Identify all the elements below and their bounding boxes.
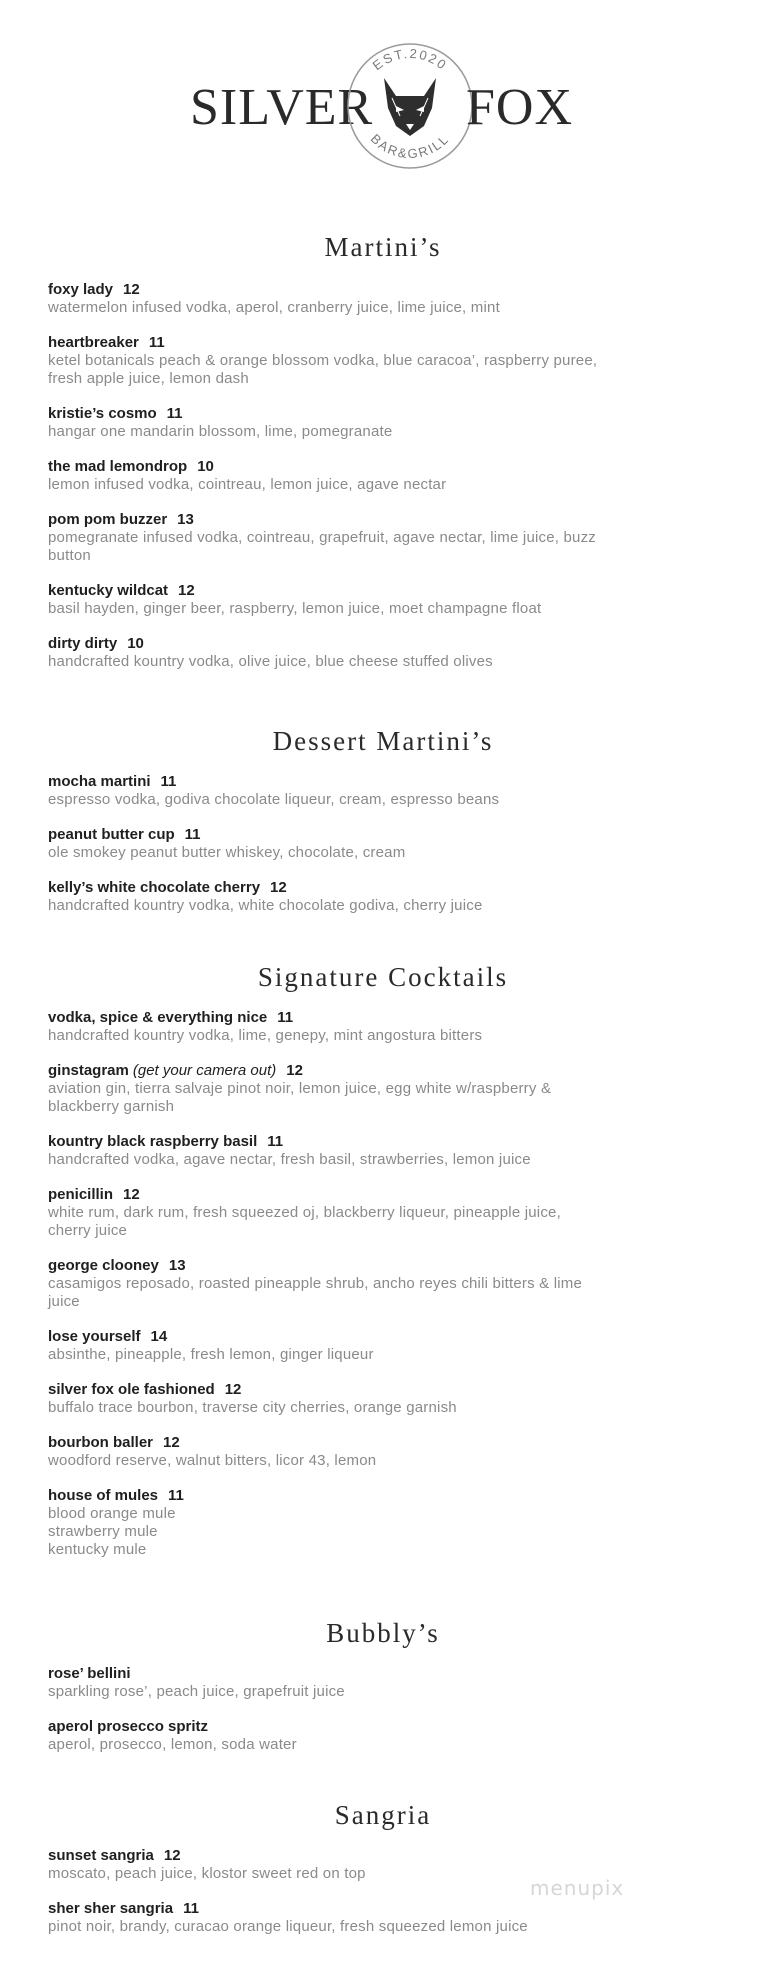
item-desc: blood orange mule: [48, 1505, 176, 1522]
item-price: 12: [286, 1062, 303, 1079]
menu-item: [48, 581, 728, 618]
item-desc: ole smokey peanut butter whiskey, chocolate, cream: [48, 844, 406, 861]
section-martinis: [48, 280, 728, 687]
logo: [0, 36, 766, 186]
item-desc: kentucky mule: [48, 1541, 147, 1558]
item-name: heartbreaker: [48, 334, 139, 351]
item-name: silver fox ole fashioned: [48, 1381, 215, 1398]
item-name: sher sher sangria: [48, 1900, 174, 1917]
item-name: pom pom buzzer: [48, 511, 168, 528]
item-desc: handcrafted kountry vodka, olive juice, blue cheese stuffed olives: [48, 653, 493, 670]
menu-item: [48, 1327, 728, 1364]
item-name: kelly’s white chocolate cherry: [48, 879, 261, 896]
fox-logo-badge: [340, 36, 480, 176]
item-price: 12: [270, 879, 287, 896]
item-price: 12: [123, 1186, 140, 1203]
menu-item: [48, 510, 728, 565]
item-name: sunset sangria: [48, 1847, 154, 1864]
item-price: 11: [166, 405, 183, 422]
item-name: dirty dirty: [48, 635, 118, 652]
item-desc: ketel botanicals peach & orange blossom vodka, blue caracoa’, raspberry puree,: [48, 352, 598, 369]
item-desc: casamigos reposado, roasted pineapple shrub, ancho reyes chili bitters & lime: [48, 1275, 583, 1292]
item-price: 11: [160, 773, 177, 790]
item-price: 12: [224, 1381, 242, 1398]
section-title-signature-cocktails: Signature Cocktails: [257, 962, 509, 992]
item-desc: blackberry garnish: [48, 1098, 175, 1115]
item-price: 12: [123, 281, 140, 298]
item-name: bourbon baller: [48, 1434, 153, 1451]
logo-word-right: FOX: [466, 79, 574, 136]
menu-item: [48, 333, 728, 388]
item-desc: buffalo trace bourbon, traverse city cherries, orange garnish: [48, 1399, 457, 1416]
item-desc: absinthe, pineapple, fresh lemon, ginger liqueur: [48, 1346, 374, 1363]
item-desc: espresso vodka, godiva chocolate liqueur, cream, espresso beans: [48, 791, 500, 808]
menu-item: [48, 1256, 728, 1311]
item-price: 11: [277, 1009, 294, 1026]
item-price: 11: [148, 334, 165, 351]
item-name: george clooney: [48, 1257, 159, 1274]
badge-top-text: EST.2020: [369, 45, 451, 74]
item-desc: hangar one mandarin blossom, lime, pomegranate: [48, 423, 393, 440]
item-name: peanut butter cup: [48, 826, 175, 843]
menu-item: [48, 1664, 728, 1701]
item-desc: moscato, peach juice, klostor sweet red on top: [48, 1865, 366, 1882]
menu-item: [48, 1486, 728, 1559]
section-bubblys: [48, 1664, 728, 1770]
item-price: 10: [197, 458, 214, 475]
item-name: the mad lemondrop: [48, 458, 188, 475]
section-title-martinis: Martini’s: [324, 232, 442, 262]
item-price: 14: [150, 1328, 168, 1345]
item-name: mocha martini: [48, 773, 151, 790]
menu-item: [48, 1061, 728, 1116]
item-name: kountry black raspberry basil: [48, 1133, 258, 1150]
item-price: 13: [168, 1257, 186, 1274]
item-price: 12: [178, 582, 195, 599]
item-price: 11: [183, 1900, 199, 1917]
menu-item: [48, 1433, 728, 1470]
item-name: kentucky wildcat: [48, 582, 169, 599]
section-title-dessert-martinis: Dessert Martini’s: [272, 726, 494, 756]
item-name: rose’ bellini: [48, 1665, 131, 1682]
menu-item: [48, 457, 728, 494]
item-desc: handcrafted kountry vodka, white chocolate godiva, cherry juice: [48, 897, 483, 914]
item-desc: fresh apple juice, lemon dash: [48, 370, 249, 387]
item-desc: handcrafted kountry vodka, lime, genepy, mint angostura bitters: [48, 1027, 483, 1044]
item-desc: basil hayden, ginger beer, raspberry, lemon juice, moet champagne float: [48, 600, 542, 617]
item-name: house of mules: [48, 1487, 159, 1504]
item-name: vodka, spice & everything nice: [48, 1009, 268, 1026]
menu-item: [48, 1185, 728, 1240]
section-title-bubblys: Bubbly’s: [326, 1618, 440, 1648]
item-desc: watermelon infused vodka, aperol, cranberry juice, lime juice, mint: [48, 299, 500, 316]
item-desc: aperol, prosecco, lemon, soda water: [48, 1736, 297, 1753]
menu-item: [48, 634, 728, 671]
menu-item: [48, 1846, 728, 1883]
item-price: 12: [163, 1847, 181, 1864]
item-price: 12: [163, 1434, 180, 1451]
item-price: 11: [184, 826, 201, 843]
item-name: aperol prosecco spritz: [48, 1718, 209, 1735]
menu-item: [48, 280, 728, 317]
item-desc: handcrafted vodka, agave nectar, fresh basil, strawberries, lemon juice: [48, 1151, 531, 1168]
fox-head-icon: [384, 78, 436, 136]
menu-item: [48, 1899, 728, 1936]
item-desc: lemon infused vodka, cointreau, lemon juice, agave nectar: [48, 476, 447, 493]
item-name: lose yourself: [48, 1328, 141, 1345]
item-desc: pinot noir, brandy, curacao orange liqueur, fresh squeezed lemon juice: [48, 1918, 528, 1935]
menu-item: [48, 878, 728, 915]
section-sangria: [48, 1846, 728, 1952]
item-name: ginstagram: [48, 1062, 129, 1079]
item-desc: sparkling rose’, peach juice, grapefruit juice: [48, 1683, 345, 1700]
section-dessert-martinis: [48, 772, 728, 931]
menu-item: [48, 1008, 728, 1045]
section-title-sangria: Sangria: [334, 1800, 432, 1830]
menu-item: [48, 1132, 728, 1169]
badge-bottom-text: BAR&GRILL: [367, 130, 453, 162]
menu-item: [48, 825, 728, 862]
item-price: 11: [168, 1487, 184, 1504]
menupix-watermark: menupix: [530, 1876, 625, 1900]
item-desc: juice: [48, 1293, 80, 1310]
item-desc: white rum, dark rum, fresh squeezed oj, blackberry liqueur, pineapple juice,: [48, 1204, 561, 1221]
item-price: 13: [177, 511, 194, 528]
item-desc: button: [48, 547, 91, 564]
menu-item: [48, 1380, 728, 1417]
item-desc: woodford reserve, walnut bitters, licor 43, lemon: [48, 1452, 377, 1469]
logo-word-left: SILVER: [190, 79, 374, 136]
item-price: 10: [127, 635, 144, 652]
item-desc: strawberry mule: [48, 1523, 158, 1540]
item-name: penicillin: [48, 1186, 114, 1203]
menu-item: [48, 772, 728, 809]
item-desc: aviation gin, tierra salvaje pinot noir, lemon juice, egg white w/raspberry &: [48, 1080, 552, 1097]
item-desc: cherry juice: [48, 1222, 128, 1239]
menu-item: [48, 404, 728, 441]
item-desc: pomegranate infused vodka, cointreau, grapefruit, agave nectar, lime juice, buzz: [48, 529, 596, 546]
menu-item: [48, 1717, 728, 1754]
item-name: kristie’s cosmo: [48, 405, 157, 422]
section-signature-cocktails: [48, 1008, 728, 1575]
item-name: foxy lady: [48, 281, 114, 298]
item-price: 11: [267, 1133, 284, 1150]
item-note: (get your camera out): [132, 1062, 277, 1079]
